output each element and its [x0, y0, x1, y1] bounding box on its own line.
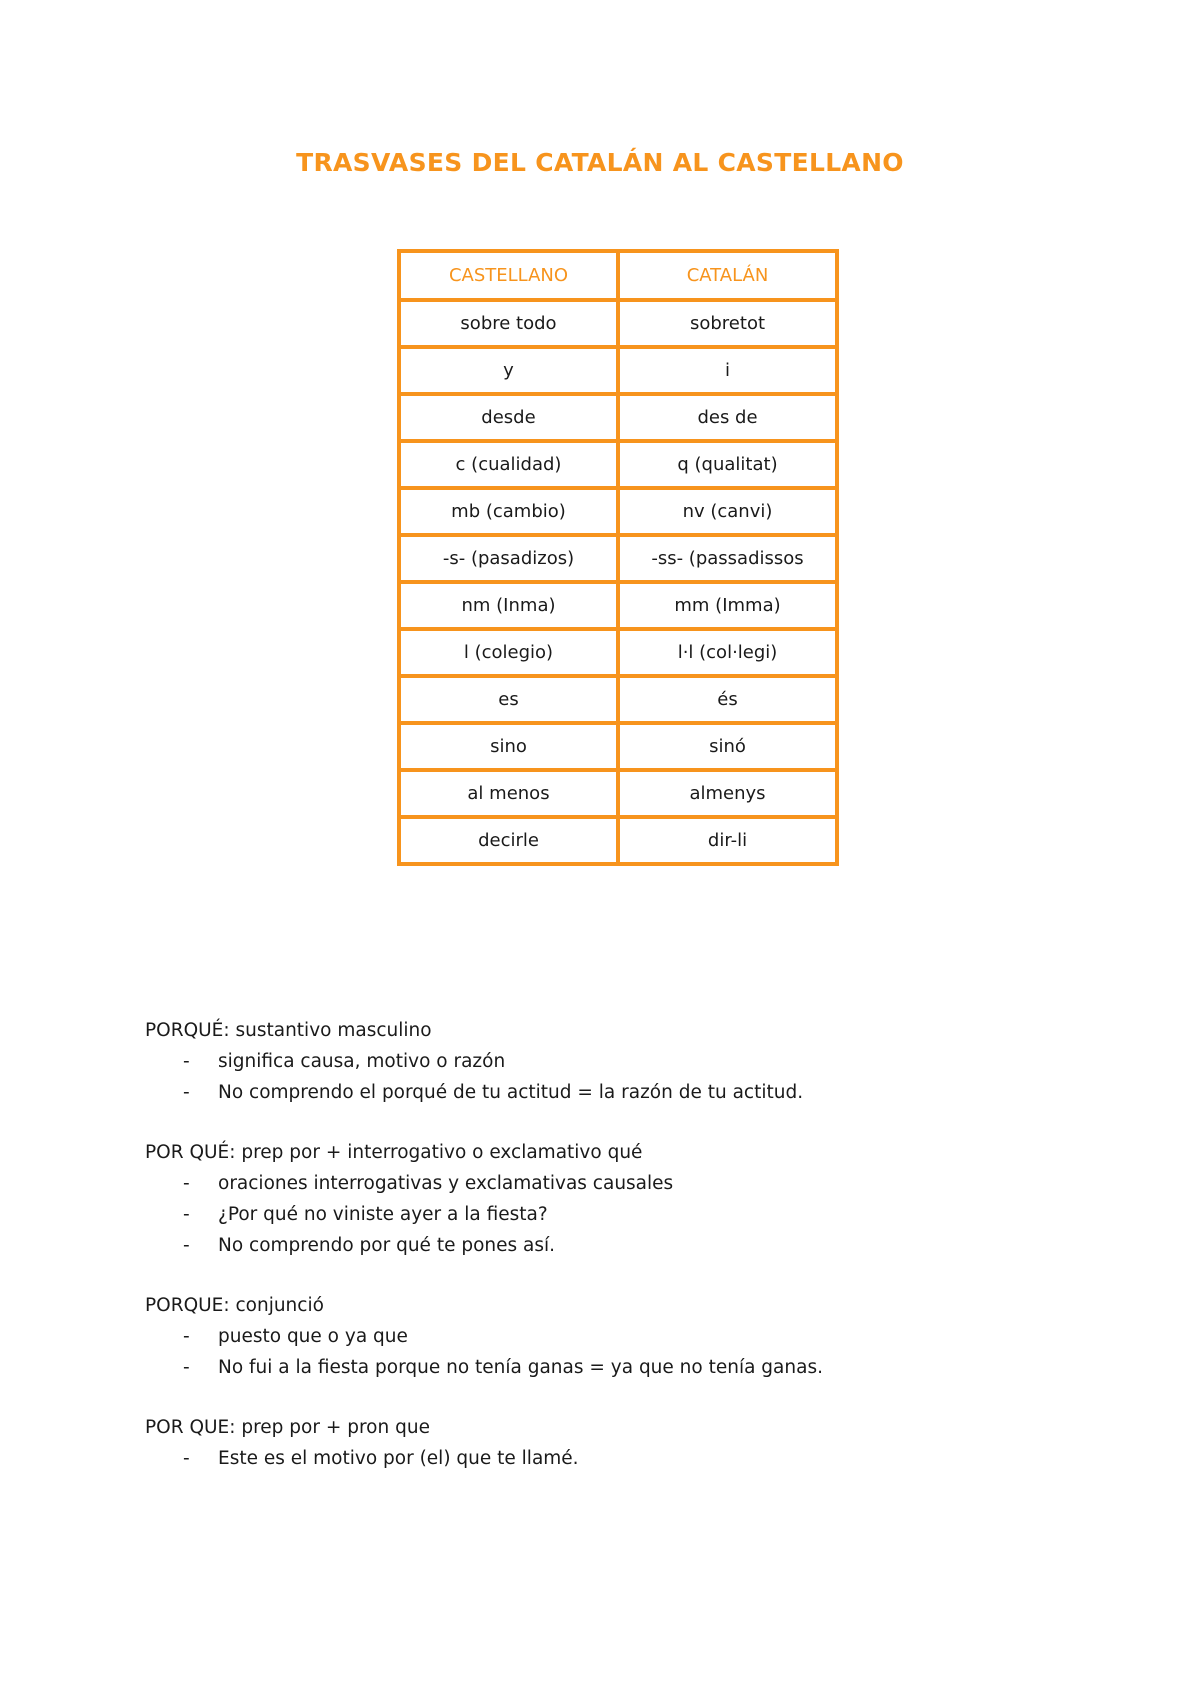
section-por-que-relative: [145, 1412, 1105, 1474]
cell-catalan: és: [618, 676, 837, 723]
table-row: [399, 441, 837, 488]
table-row: [399, 535, 837, 582]
section-heading: POR QUÉ: prep por + interrogativo o exclamativo qué: [145, 1142, 643, 1163]
list-item: - No fui a la fiesta porque no tenía ganas = ya que no tenía ganas.: [145, 1352, 1105, 1383]
bullet-list: [145, 1443, 1105, 1474]
cell-castellano: l (colegio): [399, 629, 618, 676]
cell-catalan: dir-li: [618, 817, 837, 864]
cell-castellano: es: [399, 676, 618, 723]
table-row: [399, 770, 837, 817]
cell-catalan: nv (canvi): [618, 488, 837, 535]
column-header-castellano: CASTELLANO: [399, 251, 618, 300]
cell-catalan: sobretot: [618, 300, 837, 347]
cell-catalan: sinó: [618, 723, 837, 770]
cell-catalan: almenys: [618, 770, 837, 817]
page-title: TRASVASES DEL CATALÁN AL CASTELLANO: [296, 148, 904, 177]
cell-catalan: mm (Imma): [618, 582, 837, 629]
cell-castellano: desde: [399, 394, 618, 441]
table-row: [399, 347, 837, 394]
section-por-que-interrogative: [145, 1137, 1105, 1261]
cell-castellano: c (cualidad): [399, 441, 618, 488]
table-header-row: [399, 251, 837, 300]
section-heading: PORQUÉ: sustantivo masculino: [145, 1020, 432, 1041]
table-row: [399, 817, 837, 864]
bullet-list: [145, 1321, 1105, 1383]
table-row: [399, 394, 837, 441]
cell-catalan: i: [618, 347, 837, 394]
cell-castellano: nm (Inma): [399, 582, 618, 629]
table-row: [399, 488, 837, 535]
cell-castellano: -s- (pasadizos): [399, 535, 618, 582]
section-porque-conjunction: [145, 1290, 1105, 1383]
list-item: - No comprendo por qué te pones así.: [145, 1230, 1105, 1261]
translation-table: [397, 249, 839, 866]
list-item: - oraciones interrogativas y exclamativas causales: [145, 1168, 1105, 1199]
cell-castellano: sobre todo: [399, 300, 618, 347]
usage-notes: [145, 1015, 1105, 1503]
cell-castellano: sino: [399, 723, 618, 770]
cell-catalan: des de: [618, 394, 837, 441]
cell-castellano: y: [399, 347, 618, 394]
list-item: - Este es el motivo por (el) que te llamé.: [145, 1443, 1105, 1474]
cell-castellano: mb (cambio): [399, 488, 618, 535]
table-row: [399, 582, 837, 629]
cell-castellano: decirle: [399, 817, 618, 864]
cell-catalan: l·l (col·legi): [618, 629, 837, 676]
list-item: - ¿Por qué no viniste ayer a la fiesta?: [145, 1199, 1105, 1230]
section-heading: POR QUE: prep por + pron que: [145, 1417, 430, 1438]
cell-catalan: -ss- (passadissos: [618, 535, 837, 582]
bullet-list: [145, 1168, 1105, 1261]
list-item: - puesto que o ya que: [145, 1321, 1105, 1352]
table-row: [399, 629, 837, 676]
cell-castellano: al menos: [399, 770, 618, 817]
table-row: [399, 676, 837, 723]
section-heading: PORQUE: conjunció: [145, 1295, 324, 1316]
table-row: [399, 723, 837, 770]
bullet-list: [145, 1046, 1105, 1108]
list-item: - significa causa, motivo o razón: [145, 1046, 1105, 1077]
section-porque-noun: [145, 1015, 1105, 1108]
cell-catalan: q (qualitat): [618, 441, 837, 488]
table-row: [399, 300, 837, 347]
column-header-catalan: CATALÁN: [618, 251, 837, 300]
list-item: - No comprendo el porqué de tu actitud = la razón de tu actitud.: [145, 1077, 1105, 1108]
